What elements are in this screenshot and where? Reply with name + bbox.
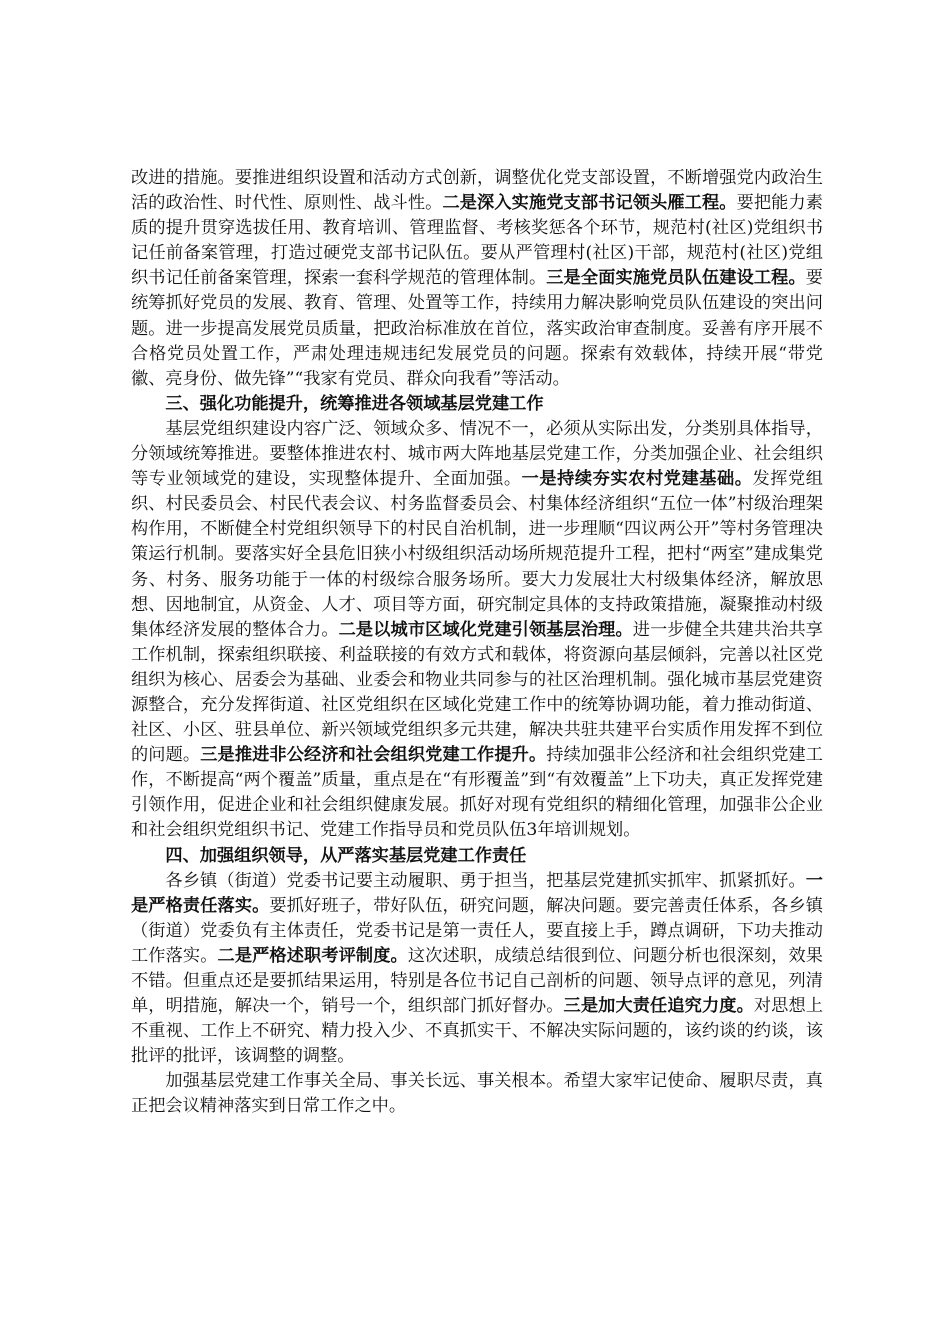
bold-point-2: 二是以城市区域化党建引领基层治理。	[338, 619, 633, 640]
paragraph-text: 进一步健全共建共治共享工作机制，探索组织联接、利益联接的有效方式和载体，将资源向基层倾斜，完善以社区党组织为核心、居委会为基础、业委会和物业共同参与的社区治理机制。强化城市基层党建资源整合，充分发挥街道、社区党组织在区域化党建工作中的统筹协调功能，着力推动街道、社区、小区、驻县单位、新兴领域党组织多元共建，解决共驻共建平台实质作用发挥不到位的问题。	[131, 619, 823, 766]
bold-point-1: 一是严格责任落实。	[131, 870, 823, 916]
paragraph-text: 要抓好班子，带好队伍，研究问题，解决问题。要完善责任体系，各乡镇（街道）党委负有主体责任，党委书记是第一责任人，要直接上手，蹲点调研，下功夫推动工作落实。	[131, 895, 823, 966]
paragraph-leadership	[131, 869, 823, 1070]
bold-point-1: 一是持续夯实农村党建基础。	[521, 469, 753, 490]
paragraph-text: 各乡镇（街道）党委书记要主动履职、勇于担当，把基层党建抓实抓牢、抓紧抓好。	[165, 870, 806, 891]
paragraph-text: 对思想上不重视、工作上不研究、精力投入少、不真抓实干、不解决实际问题的，该约谈的约谈，该批评的批评，该调整的调整。	[131, 996, 823, 1067]
bold-point-3: 三是加大责任追究力度。	[563, 996, 754, 1017]
paragraph-text: 基层党组织建设内容广泛、领域众多、情况不一，必须从实际出发，分类别具体指导，分领域统筹推进。要整体推进农村、城市两大阵地基层党建工作，分类加强企业、社会组织等专业领域党的建设，实现整体提升、全面加强。	[131, 418, 823, 490]
paragraph-text: 持续加强非公经济和社会组织党建工作，不断提高“两个覆盖”质量，重点是在“有形覆盖”到“有效覆盖”上下功夫，真正发挥党建引领作用，促进企业和社会组织健康发展。抓好对现有党组织的精细化管理，加强非公企业和社会组织党组织书记、党建工作指导员和党员队伍3年培训规划。	[131, 745, 823, 841]
paragraph-fields	[131, 417, 823, 844]
section-heading-3: 三、强化功能提升，统筹推进各领域基层党建工作	[165, 393, 544, 414]
document-body	[131, 166, 823, 1120]
bold-point-2: 二是深入实施党支部书记领头雁工程。	[442, 193, 737, 214]
paragraph-text: 要把能力素质的提升贯穿选拔任用、教育培训、管理监督、考核奖惩各个环节，规范村(社区)党组织书记任前备案管理，打造过硬党支部书记队伍。要从严管理村(社区)干部，规范村(社区)党组织书记任前备案管理，探索一套科学规范的管理体制。	[131, 193, 823, 289]
paragraph-text: 要统筹抓好党员的发展、教育、管理、处置等工作，持续用力解决影响党员队伍建设的突出问题。进一步提高发展党员质量，把政治标准放在首位，落实政治审查制度。妥善有序开展不合格党员处置工作，严肃处理违规违纪发展党员的问题。探索有效载体，持续开展“带党徽、亮身份、做先锋”“我家有党员、群众向我看”等活动。	[131, 268, 823, 389]
bold-point-3: 三是推进非公经济和社会组织党建工作提升。	[200, 745, 547, 766]
paragraph-closing: 加强基层党建工作事关全局、事关长远、事关根本。希望大家牢记使命、履职尽责，真正把会议精神落实到日常工作之中。	[131, 1071, 823, 1117]
bold-point-2: 二是严格述职考评制度。	[217, 945, 408, 966]
paragraph-text: 改进的措施。要推进组织设置和活动方式创新，调整优化党支部设置，不断增强党内政治生活的政治性、时代性、原则性、战斗性。	[131, 168, 823, 214]
section-heading-4: 四、加强组织领导，从严落实基层党建工作责任	[165, 845, 527, 866]
paragraph-text: 这次述职，成绩总结很到位、问题分析也很深刻，效果不错。但重点还是要抓结果运用，特别是各位书记自己剖析的问题、领导点评的意见，列清单，明措施，解决一个，销号一个，组织部门抓好督办。	[131, 945, 823, 1017]
paragraph-measures	[131, 166, 823, 392]
bold-point-3: 三是全面实施党员队伍建设工程。	[546, 268, 806, 289]
paragraph-text: 发挥党组织、村民委员会、村民代表会议、村务监督委员会、村集体经济组织“五位一体”村级治理架构作用，不断健全村党组织领导下的村民自治机制，进一步理顺“四议两公开”等村务管理决策运行机制。要落实好全县危旧狭小村级组织活动场所规范提升工程，把村“两室”建成集党务、村务、服务功能于一体的村级综合服务场所。要大力发展壮大村级集体经济，解放思想、因地制宜，从资金、人才、项目等方面，研究制定具体的支持政策措施，凝聚推动村级集体经济发展的整体合力。	[131, 469, 823, 640]
